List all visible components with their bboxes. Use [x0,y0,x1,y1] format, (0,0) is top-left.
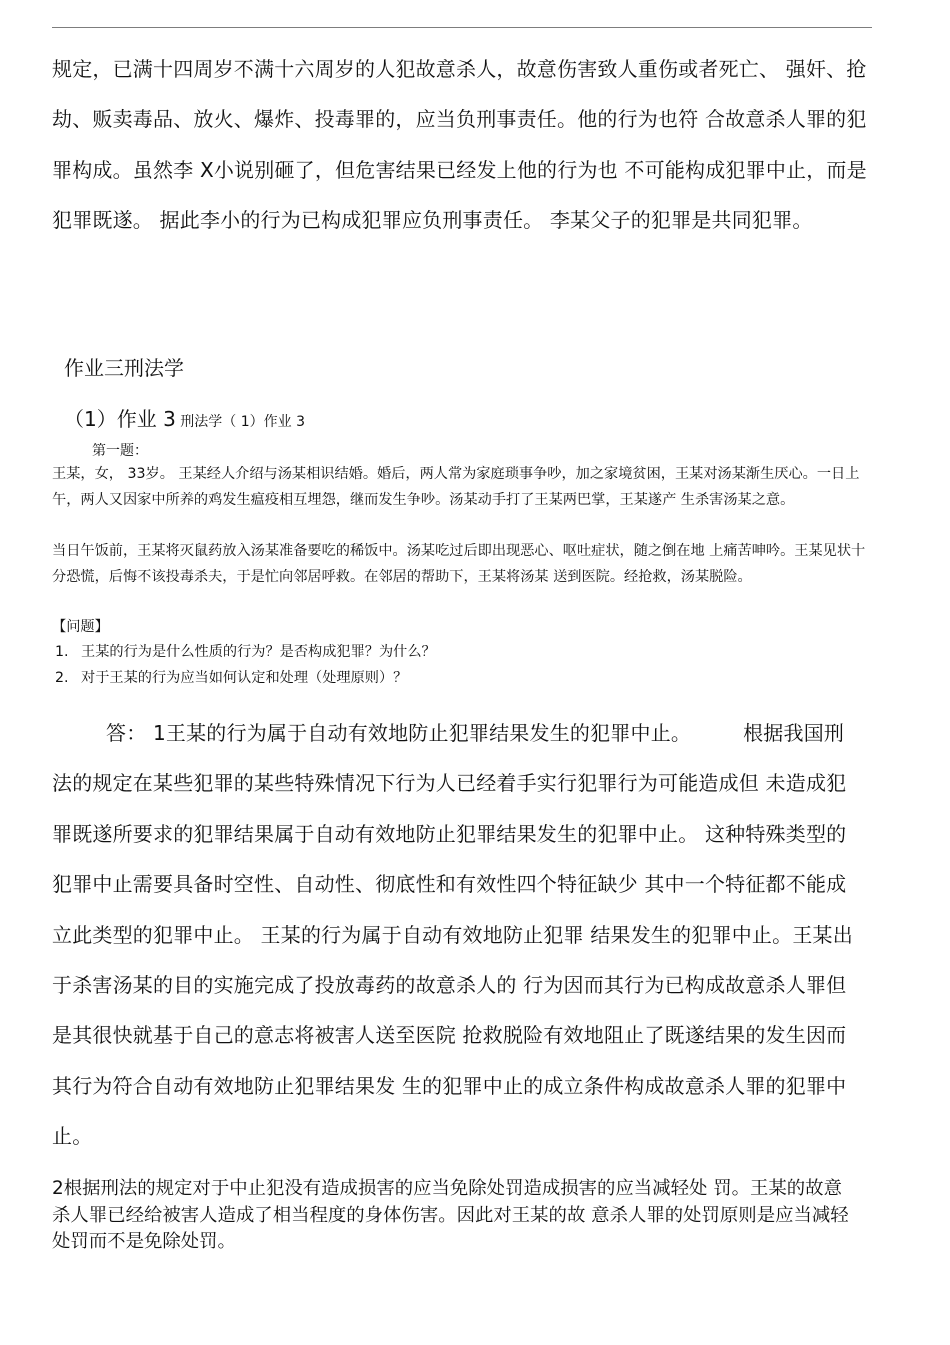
problem-item [55,666,407,691]
answer-first-clause: 1王某的行为属于自动有效地防止犯罪结果发生的犯罪中止。 [152,721,692,745]
conclusion-paragraph: 2根据刑法的规定对于中止犯没有造成损害的应当免除处罚造成损害的应当减轻处 罚。王某的故意杀人罪已经给被害人造成了相当程度的身体伤害。因此对王某的故 意杀人罪的处罚原则是应当减轻处罚而不是免除处罚。 [52,1178,849,1252]
case-paragraph-2: 当日午饭前，王某将灭鼠药放入汤某准备要吃的稀饭中。汤某吃过后即出现恶心、呕吐症状，随之倒在地 上痛苦呻吟。王某见状十分恐慌，后悔不该投毒杀夫，于是忙向邻居呼救。在邻居的帮助下，王某将汤某 送到医院。经抢救，汤某脱险。 [52,543,866,585]
problems-label: 【问题】 [52,619,109,635]
problem-text: 对于王某的行为应当如何认定和处理（处理原则）？ [81,670,408,686]
subheading-part-small: 刑法学（ 1）作业 3 [175,414,305,430]
problem-text: 王某的行为是什么性质的行为？是否构成犯罪？为什么？ [81,644,436,660]
intro-paragraph: 规定，已满十四周岁不满十六周岁的人犯故意杀人，故意伤害致人重伤或者死亡、 强奸、抢劫、贩卖毒品、放火、爆炸、投毒罪的，应当负刑事责任。他的行为也符 合故意杀人罪的犯罪构成。虽然李 X小说别砸了，但危害结果已经发上他的行为也 不可能构成犯罪中止，而是犯罪既遂。 据此李小的行为已构成犯罪应负刑事责任。 李某父子的犯罪是共同犯罪。 [52,57,867,233]
answer-body: 根据我国刑法的规定在某些犯罪的某些特殊情况下行为人已经着手实行犯罪行为可能造成但 未造成犯罪既遂所要求的犯罪结果属于自动有效地防止犯罪结果发生的犯罪中止。 这种特殊类型的犯罪中止需要具备时空性、自动性、彻底性和有效性四个特征缺少 其中一个特征都不能成立此类型的犯罪中止。 王某的行为属于自动有效地防止犯罪 结果发生的犯罪中止。王某出于杀害汤某的目的实施完成了投放毒药的故意杀人的 行为因而其行为已构成故意杀人罪但是其很快就基于自己的意志将被害人送至医院 抢救脱险有效地阻止了既遂结果的发生因而其行为符合自动有效地防止犯罪结果发 生的犯罪中止的成立条件构成故意杀人罪的犯罪中止。 [52,721,853,1149]
question-label: 第一题： [92,443,148,459]
subheading-part-large: （1）作业 3 [64,407,176,431]
problem-number: 2. [55,670,69,686]
answer-prefix: 答： [106,721,147,745]
section-heading: 作业三刑法学 [64,356,184,380]
answer-paragraph [52,708,862,1162]
header-rule [52,27,872,28]
problem-item [55,640,436,665]
case-paragraph-1: 王某，女， 33岁。 王某经人介绍与汤某相识结婚。婚后，两人常为家庭琐事争吵，加之家境贫困，王某对汤某渐生厌心。一日上午，两人又因家中所养的鸡发生瘟疫相互埋怨，继而发生争吵。汤某动手打了王某两巴掌，王某遂产 生杀害汤某之意。 [52,466,860,508]
assignment-subheading [64,404,305,437]
problem-number: 1. [55,644,69,660]
